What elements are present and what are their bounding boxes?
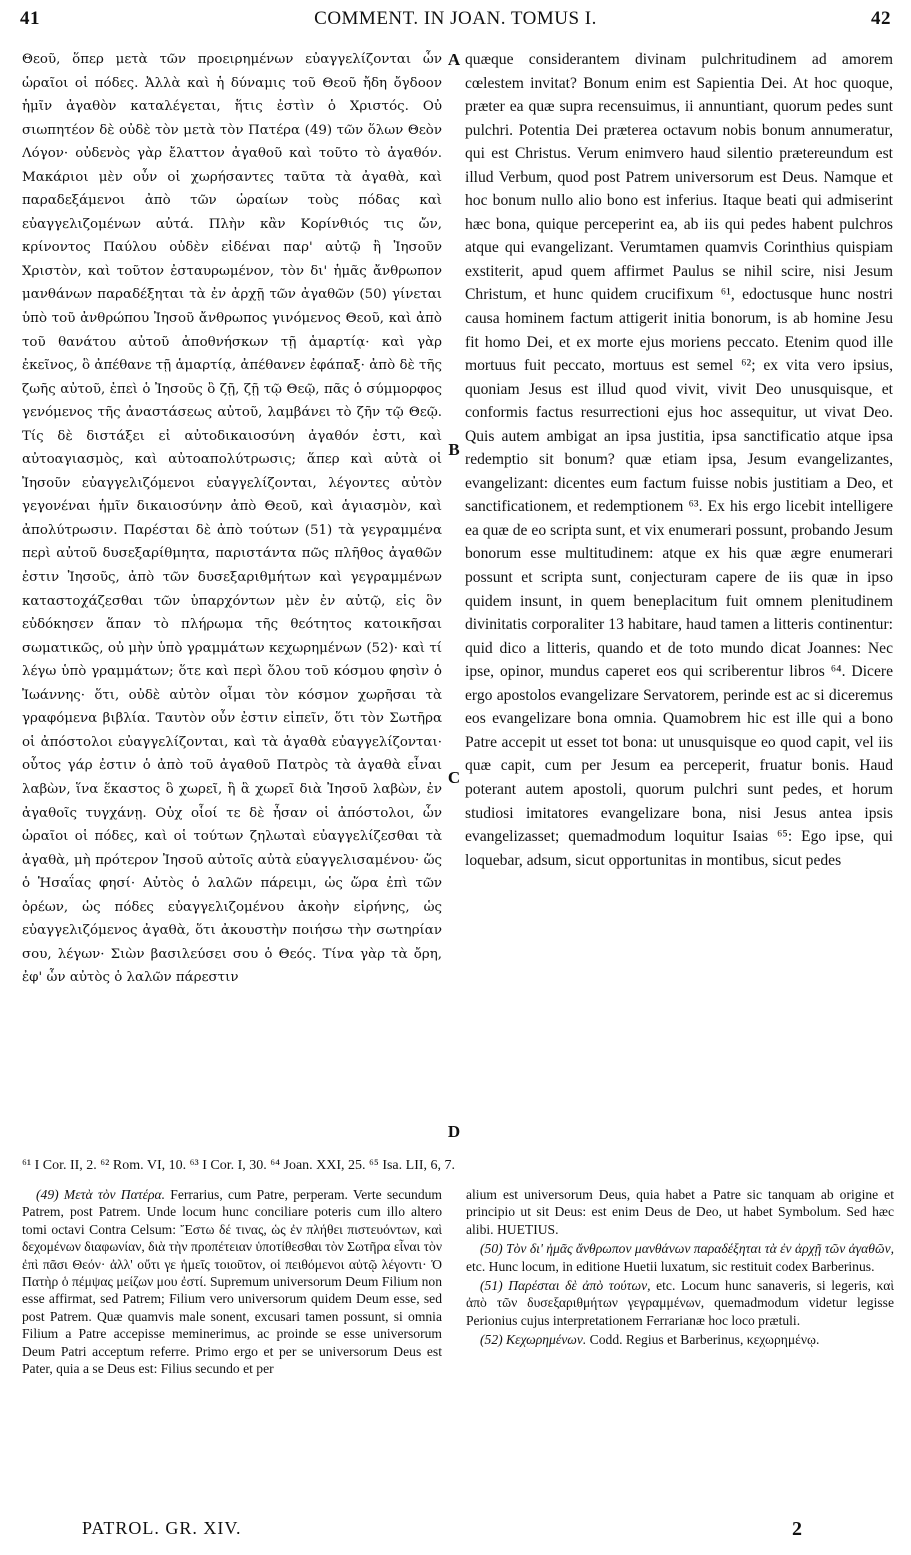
footnote-50 xyxy=(466,1240,894,1275)
section-marker-b: B xyxy=(448,440,460,459)
footnotes-left xyxy=(22,1186,442,1506)
footnote-49 xyxy=(22,1186,442,1377)
footnotes-right xyxy=(466,1186,894,1506)
latin-column xyxy=(465,48,893,1148)
signature-mark: PATROL. GR. XIV. xyxy=(82,1518,242,1538)
footnote-text: etc. Locum hunc sanaveris, si legeris, καὶ ἀπὸ τῶν δυσεξαριθμήτων γεγραμμένων, quemadmodum videtur legisse Perionius cujus interpretationem Ferrarianæ hoc loco prætuli. xyxy=(466,1278,894,1328)
page-footer xyxy=(22,1518,891,1546)
footnote-lemma: (51) Παρέσται δὲ ἀπὸ τούτων, xyxy=(480,1278,651,1294)
sheet-number: 2 xyxy=(792,1518,802,1540)
footnote-51 xyxy=(466,1277,894,1329)
greek-column xyxy=(22,48,442,1148)
page-number-left: 41 xyxy=(20,8,40,29)
footnote-lemma: (50) Τὸν δι' ἡμᾶς ἄνθρωπον μανθάνων παραδέξηται τὰ ἐν ἀρχῇ τῶν ἀγαθῶν, xyxy=(480,1241,894,1257)
footnote-text: Codd. Regius et Barberinus, κεχωρημένῳ. xyxy=(586,1332,820,1348)
page-title: COMMENT. IN JOAN. TOMUS I. xyxy=(314,8,597,29)
page-number-right: 42 xyxy=(871,8,891,29)
footnote-text: etc. Hunc locum, in editione Huetii luxatum, sic restituit codex Barberinus. xyxy=(466,1258,875,1274)
footnote-49-continued xyxy=(466,1186,894,1238)
section-marker-d: D xyxy=(447,1122,461,1141)
footnote-text: Ferrarius, cum Patre, perperam. Verte secundum Patrem, post Patrem. Unde locum hunc conciliare poteris cum illo altero tomi octavi Contra Celsum: Ἔστω δέ τινας, ὡς ἐν πλήθει πιστευόντων, καὶ δεχομένων διαφωνίαν, διὰ τὴν προπέτειαν ὑποτίθεσθαι τὸν Σωτῆρα εἶναι τὸν ἐπὶ πᾶσι Θεόν· ἀλλ' οὔτι γε ἡμεῖς τοιοῦτον, οἱ πειθόμενοι αὐτῷ λέγοντι· Ὁ Πατὴρ ὁ πέμψας μείζων μου ἐστί. Supremum universorum Deum Filium non esse affirmat, sed Patrem; Filium vero universorum quidem Deum esse, sed post Patrem. Quæ quamvis male sonent, excusari tamen possunt, si omnia Filium a Patre accepisse meminerimus, ac proinde se esse universorum Deum Patri acceptum referre. Primo ergo et per se universorum Deus est Pater, quia a se Deus est: Filius secundo et per xyxy=(22,1187,442,1377)
greek-text: Θεοῦ, ὅπερ μετὰ τῶν προειρημένων εὐαγγελίζονται ὧν ὡραῖοι οἱ πόδες. Ἀλλὰ καὶ ἡ δύναμις τοῦ Θεοῦ ἤδη ὄγδοον ἡμῖν ἀγαθὸν καταλέγεται, ἥτις ἐστὶν ὁ Χριστός. Οὐ σιωπητέον δὲ οὐδὲ τὸν μετὰ τὸν Πατέρα (49) τῶν ὅλων Θεὸν Λόγον· οὐδενὸς γὰρ ἔλαττον ἀγαθοῦ καὶ τοῦτο τὸ ἀγαθόν. Μακάριοι μὲν οὖν οἱ χωρήσαντες ταῦτα τὰ ἀγαθὰ, καὶ παραδεξάμενοι ἀπὸ τῶν ὡραίων τοὺς πόδας καὶ εὐαγγελιζομένων αὐτά. Πλὴν κἂν Κορίνθιός τις ὤν, κρίνοντος Παύλου οὐδὲν εἰδέναι παρ' αὐτῷ ἢ Ἰησοῦν Χριστὸν, καὶ τοῦτον ἐσταυρωμένον, τὸν δι' ἡμᾶς ἄνθρωπον μανθάνων παραδέξηται τὰ ἐν ἀρχῇ τῶν ἀγαθῶν (50) γίνεται ὑπὸ τοῦ ἀνθρώπου Ἰησοῦ ἄνθρωπος γινόμενος Θεοῦ, καὶ ἀπὸ τοῦ θανάτου αὐτοῦ ἀποθνήσκων τῇ ἁμαρτίᾳ· καὶ γὰρ ἐκεῖνος, ὃ ἀπέθανε τῇ ἁμαρτίᾳ, ἀπέθανεν ἐφάπαξ· ἀπὸ δὲ τῆς ζωῆς αὐτοῦ, ἐπεὶ ὁ Ἰησοῦς ὃ ζῇ, ζῇ τῷ Θεῷ, πᾶς ὁ σύμμορφος γενόμενος τῆς ἀναστάσεως αὐτοῦ, λαμβάνει τὸ ζῆν τῷ Θεῷ. Τίς δὲ διστάξει εἰ αὐτοδικαιοσύνη ἀγαθόν ἐστι, καὶ αὐτοαγιασμὸς, καὶ αὐτοαπολύτρωσις; ἅπερ καὶ αὐτὰ οἱ Ἰησοῦν εὐαγγελιζόμενοι εὐαγγελίζονται, λέγοντες αὐτὸν γεγονέναι ἡμῖν δικαιοσύνην ἀπὸ Θεοῦ, καὶ ἁγιασμὸν, καὶ ἀπολύτρωσιν. Παρέσται δὲ ἀπὸ τούτων (51) τὰ γεγραμμένα περὶ αὐτοῦ δυσεξαρίθμητα, παριστάντα πῶς πλῆθος ἀγαθῶν ἐστιν Ἰησοῦς, ἀπὸ τῶν δυσεξαριθμήτων καὶ γεγραμμένων καταστοχάζεσθαι τῶν ὑπαρχόντων μὲν ἐν αὐτῷ, εἰς ὃν εὐδόκησεν ἅπαν τὸ πλήρωμα τῆς θεότητος κατοικῆσαι σωματικῶς, οὐ μὴν ὑπὸ γραμμάτων κεχωρημένων (52)· καὶ τί λέγω ὑπὸ γραμμάτων; ὅτε καὶ περὶ ὅλου τοῦ κόσμου φησὶν ὁ Ἰωάννης· ὅτι, οὐδὲ αὐτὸν οἶμαι τὸν κόσμον χωρῆσαι τὰ γραφόμενα βιβλία. Ταυτὸν οὖν ἐστιν εἰπεῖν, ὅτι τὸν Σωτῆρα οἱ ἀπόστολοι εὐαγγελίζονται, καὶ τὰ ἀγαθὰ εὐαγγελίζονται· οὗτος γάρ ἐστιν ὁ ἀπὸ τοῦ ἀγαθοῦ Πατρὸς τὰ ἀγαθὰ εἶναι λαβὼν, ἵνα ἕκαστος ὃ χωρεῖ, ἢ ἃ χωρεῖ διὰ Ἰησοῦ λαβὼν, ἐν ἀγαθοῖς τυγχάνῃ. Οὐχ οἷοί τε δὲ ἦσαν οἱ ἀπόστολοι, ὧν ὡραῖοι οἱ πόδες, καὶ οἱ τούτων ζηλωταὶ εὐαγγελίζεσθαι τὰ ἀγαθὰ, μὴ πρότερον Ἰησοῦ αὐτοῖς αὐτὰ εὐαγγελισαμένου· ὥς ὁ Ἡσαΐας φησί· Αὐτὸς ὁ λαλῶν πάρειμι, ὡς ὥρα ἐπὶ τῶν ὀρέων, ὡς πόδες εὐαγγελιζομένου ἀκοὴν εἰρήνης, ὡς εὐαγγελιζόμενος ἀγαθὰ, ὅτι ἀκουστὴν ποιήσω τὴν σωτηρίαν σου, λέγων· Σιὼν βασιλεύσει σου ὁ Θεός. Τίνα γὰρ τὰ ὄρη, ἐφ' ὧν αὐτὸς ὁ λαλῶν πάρεστιν xyxy=(22,52,442,986)
section-marker-a: A xyxy=(447,50,461,69)
footnote-52 xyxy=(466,1331,894,1348)
footnote-lemma: (49) Μετὰ τὸν Πατέρα. xyxy=(36,1187,166,1202)
scripture-references: ⁶¹ I Cor. II, 2. ⁶² Rom. VI, 10. ⁶³ I Cor. I, 30. ⁶⁴ Joan. XXI, 25. ⁶⁵ Isa. LII, 6, 7. xyxy=(22,1158,456,1173)
latin-text: quæque considerantem divinam pulchritudinem ad amorem cœlestem invitat? Bonum enim est Sapientia Dei. At hoc quoque, præter ea quæ supra recensuimus, ii annuntiant, quorum pedes sunt pulchri. Potentia Dei præterea octavum nobis bonum annumeratur, qui est Christus. Verum enimvero haud silentio prætereundum est illud Verbum, quod post Patrem universorum est Deus. Namque et hoc bonum nullo alio bono est inferius. Itaque beati qui admiserint hæc bona, quique perceperint ea, ab iis qui pedes habent pulchros atque qui evangelizant. Verumtamen quamvis Corinthius quispiam exstiterit, apud quem affirmet Paulus se nihil scire, nisi Jesum Christum, et hunc quidem crucifixum ⁶¹, edoctusque hunc nostri causa hominem factum attigerit initia bonorum, is ab homine Jesu fit homo Dei, et ex morte ejus moriens peccato. Etenim quod ille mortuus fuit peccato, mortuus est semel ⁶²; ex vita vero ipsius, quoniam Jesus est illud quod vivit, vivit Deo unusquisque, et conformis factus resurrectioni ejus hoc assequitur, ut vivat Deo. Quis autem ambigat an ipsa justitia, ipsa sanctificatio atque ipsa redemptio sit bonum? quæ etiam ipsa, Jesum evangelizantes, evangelizant: dicentes eum factum fuisse nobis justitiam a Deo, et sanctificationem, et redemptionem ⁶³. Ex his ergo licebit intelligere ea quæ de eo scripta sunt, et vix enumerari possunt, probando Jesum bonorum esse multitudinem: atque ex his quæ ægre enumerari possunt et scripta sunt, conjecturam capere de iis quæ in ipso quidem insunt, in quem beneplacitum fuit omnem plenitudinem divinitatis corporaliter 13 habitare, haud tamen a litteris continentur: quid dico a litteris, quando et de toto mundo dicat Joannes: Nec ipse, opinor, mundus caperet eos qui scriberentur libros ⁶⁴. Dicere ergo apostolos evangelizare Servatorem, perinde est ac si diceremus eos evangelizare bona omnia. Quamobrem hic est ille qui a bono Patre accepit ut esset tot bona: ut unusquisque eo quod capit, vel iis quæ capit, cum per Jesum ea perceperit, fruatur bonis. Haud poterant autem apostoli, quorum pulchri sunt pedes, et horum studiosi imitatores evangelizare bona, nisi Jesus antea ipsis evangelizasset; quemadmodum loquitur Isaias ⁶⁵: Ego ipse, qui loquebar, adsum, sicut opportunitas in montibus, sicut pedes xyxy=(465,51,893,869)
section-marker-c: C xyxy=(447,768,461,787)
footnote-lemma: (52) Κεχωρημένων. xyxy=(480,1332,587,1348)
footnote-text: alium est universorum Deus, quia habet a Patre sic tanquam ab origine et principio ut sit Deus: est enim Deus de Deo, ut habet Symbolum. Sed hæc alibi. HUETIUS. xyxy=(466,1187,894,1237)
running-head xyxy=(20,8,891,34)
